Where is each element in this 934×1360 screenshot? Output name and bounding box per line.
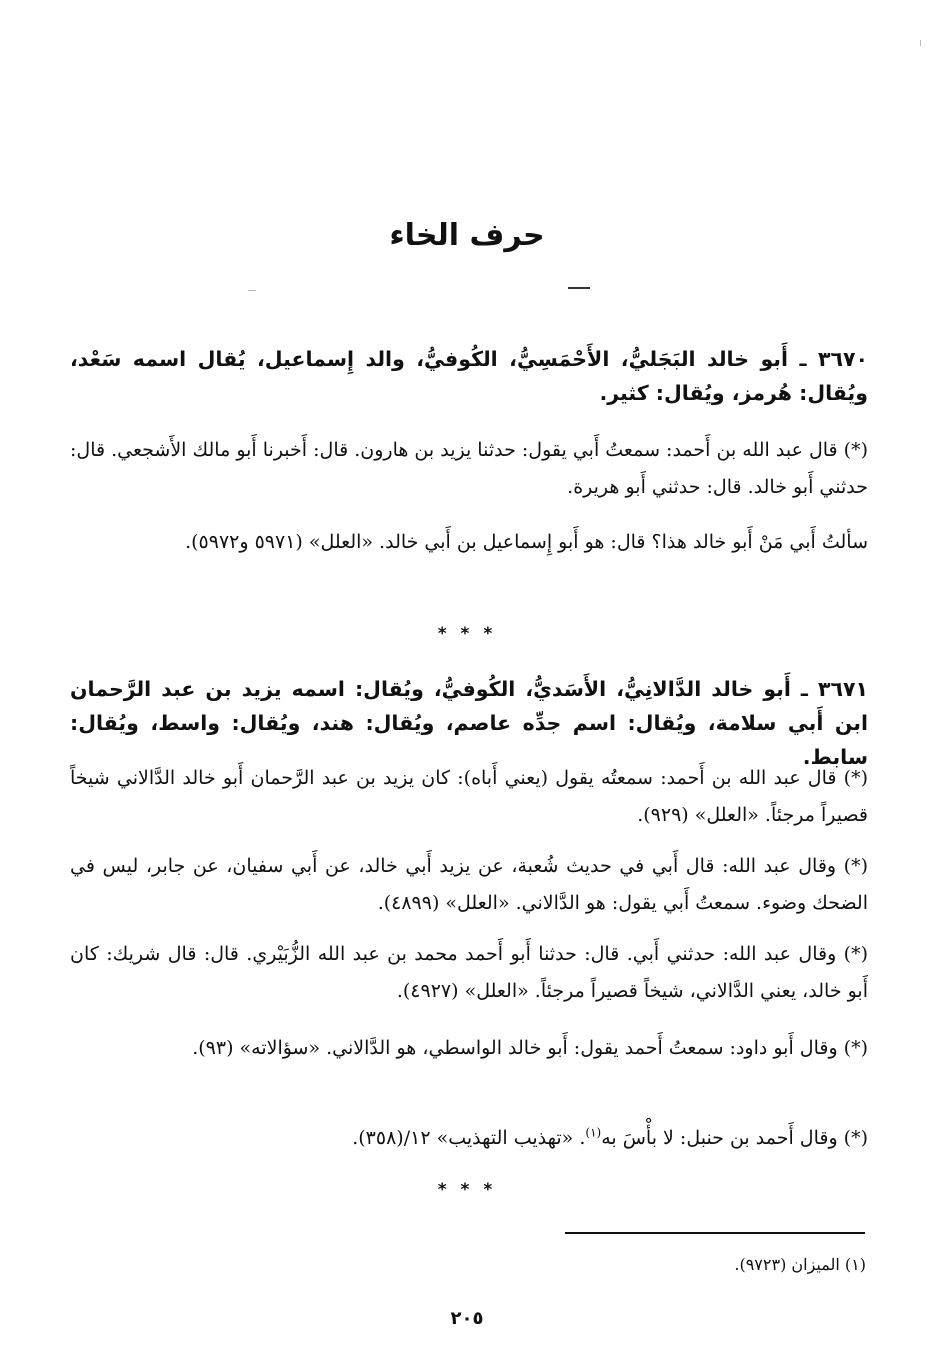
footnote-marker: (١)	[585, 1125, 602, 1140]
entry-3671-paragraph-1: (*) قال عبد الله بن أَحمد: سمعتُه يقول (يعني أَباه): كان يزيد بن عبد الرَّحمان أَبو خالد الدَّالاني شيخاً قصيراً مرجئاً. «العلل» (٩٢٩).	[70, 767, 868, 826]
scan-speck	[248, 290, 256, 291]
entry-3671-paragraph-5	[70, 1120, 868, 1157]
entry-3670-paragraph-1: (*) قال عبد الله بن أَحمد: سمعتُ أَبي يقول: حدثنا يزيد بن هارون. قال: أَخبرنا أَبو مالك الأَشجعي. قال: حدثني أَبو خالد. قال: حدثني أَبو هريرة.	[70, 439, 868, 498]
entry-3670-paragraph-2: سألتُ أَبي مَنْ أَبو خالد هذا؟ قال: هو أَبو إِسماعيل بن أَبي خالد. «العلل» (٥٩٧١ و٥٩٧٢).	[185, 531, 868, 553]
paragraph-citation: . «تهذيب التهذيب» ١٢/(٣٥٨).	[352, 1127, 586, 1149]
separator-stars-end: * * *	[437, 1180, 497, 1200]
title-ornament	[568, 287, 590, 289]
footnote: (١) الميزان (٩٧٢٣).	[734, 1255, 866, 1274]
entry-heading-3670: ٣٦٧٠ ـ أَبو خالد البَجَليُّ، الأَحْمَسِيُّ، الكُوفيُّ، والد إِسماعيل، يُقال اسمه سَعْد، ويُقال: هُرمز، ويُقال: كثير.	[70, 347, 868, 405]
entry-heading-3671: ٣٦٧١ ـ أَبو خالد الدَّالانِيُّ، الأَسَديُّ، الكُوفيُّ، ويُقال: اسمه يزيد بن عبد الرَّحمان ابن أَبي سلامة، ويُقال: اسم جدِّه عاصم، ويُقال: هند، ويُقال: واسط، ويُقال: سابط.	[70, 677, 868, 769]
section-title: حرف الخاء	[389, 218, 545, 253]
footnote-divider	[565, 1232, 865, 1234]
page-number: ٢٠٥	[450, 1308, 484, 1329]
entry-3671-paragraph-2: (*) وقال عبد الله: قال أَبي في حديث شُعبة، عن يزيد أَبي خالد، عن أَبي سفيان، عن جابر، ليس في الضحك وضوء. سمعتُ أَبي يقول: هو الدَّالاني. «العلل» (٤٨٩٩).	[70, 855, 868, 914]
separator-stars: * * *	[437, 624, 497, 644]
entry-3671-paragraph-4: (*) وقال أَبو داود: سمعتُ أَحمد يقول: أَبو خالد الواسطي، هو الدَّالاني. «سؤالاته» (٩٣).	[192, 1037, 868, 1059]
paragraph-text: (*) وقال أَحمد بن حنبل: لا بأْسَ به	[601, 1127, 868, 1149]
entry-3671-paragraph-3: (*) وقال عبد الله: حدثني أَبي. قال: حدثنا أَبو أَحمد محمد بن عبد الله الزُّبَيْري. قال: قال شريك: كان أَبو خالد، يعني الدَّالاني، شيخاً قصيراً مرجئاً. «العلل» (٤٩٢٧).	[70, 943, 868, 1002]
scan-speck	[920, 40, 921, 46]
